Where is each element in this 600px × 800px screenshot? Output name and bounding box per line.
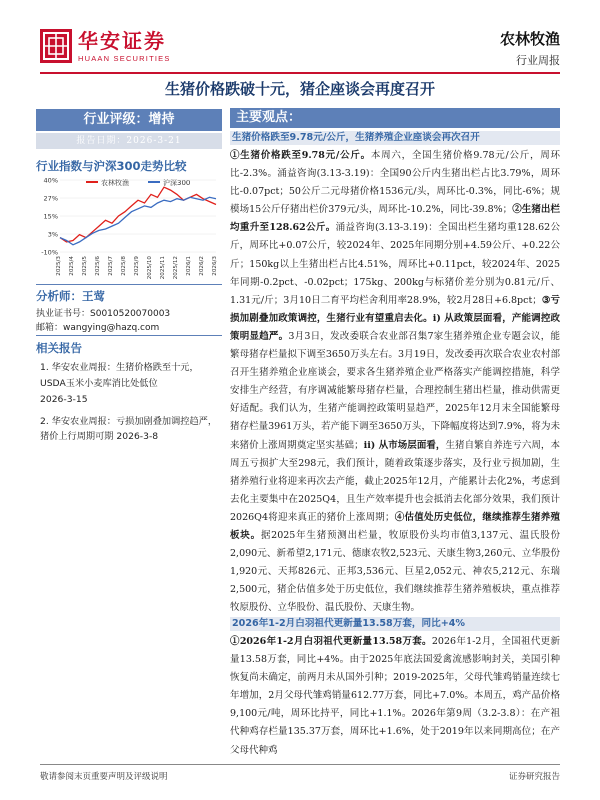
y-tick-label: -10% <box>41 248 58 257</box>
analyst-name: 分析师：王莺 <box>36 289 105 303</box>
hog-paragraph-highlight: ①生猪价格跌至9.78元/公斤。 <box>230 150 371 161</box>
related-report-item[interactable]: 2. 华安农业周报：亏损加剧叠加调控趋严，猪价上行周期可期 2026-3-8 <box>40 415 218 442</box>
footer-disclaimer: 敬请参阅末页重要声明及评级说明 <box>40 772 168 782</box>
legend-label: 沪深300 <box>163 179 191 187</box>
x-tick-label: 2025/5 <box>82 256 88 276</box>
y-tick-label: 15% <box>43 212 58 221</box>
hog-paragraph-text: 3月3日，发改委联合农业部召集7家生猪养殖企业专题会议，能繁母猪存栏量拟下调至3650万头左右。3月19日，发改委再次联合农业农村部召开生猪养殖企业座谈会，要求各生猪养殖企业严格落实产能调控措施，科学安排生产经营，有序调减能繁母猪存栏量，合理控制生猪出栏量，推动供需更好适配。我们认为，生猪产能调控政策明显趋严，2025年12月末全国能繁母猪存栏量3961万头，若产能下调至3650万头，下降幅度将达到7.9%，将为未来猪价上涨周期奠定坚实基础； <box>230 330 560 451</box>
analyst-email: 邮箱：wangying@hazq.com <box>36 323 160 333</box>
related-report-item[interactable]: 1. 华安农业周报：生猪价格跌至十元，USDA玉米小麦库消比处低位 <box>40 362 199 389</box>
hog-paragraph-highlight: ②生猪出栏均重升至128.62公斤。 <box>230 204 560 234</box>
footer-divider <box>40 764 560 765</box>
logo-emblem-icon <box>40 29 72 63</box>
company-logo <box>40 24 190 68</box>
x-tick-label: 2025/7 <box>108 256 114 276</box>
section-heading-hog: 生猪价格跌至9.78元/公斤，生猪养殖企业座谈会再次召开 <box>230 131 560 145</box>
y-tick-label: 27% <box>43 194 58 203</box>
hog-paragraph-text: 生猪自繁自养连亏六周，本周五亏损扩大至298元，我们预计，随着政策逐步落实，及行业亏损加剧，生猪养殖行业将迎来再次去产能，截止2025年12月，产能累计去化2%，考虑到去化主要集中在2025Q4，且生产效率提升也会抵消去化部分效果，我们预计2026Q4将迎来真正的猪价上涨周期； <box>230 439 560 523</box>
main-points-title: 主要观点： <box>230 108 560 128</box>
hog-analysis-paragraph <box>230 147 560 617</box>
x-tick-label: 2025/8 <box>121 256 127 276</box>
series-line-沪深300 <box>60 197 216 245</box>
report-title: 生猪价格跌破十元，猪企座谈会再度召开 <box>164 80 435 98</box>
report-date-label: 报告日期： <box>76 136 127 146</box>
header-divider <box>40 72 560 74</box>
hog-paragraph-text: 本周六，全国生猪价格9.78元/公斤，周环比-2.3%。涌益咨询(3.13-3.19)：全国90公斤内生猪出栏占比3.79%，周环比-0.07pct；50公斤二元母猪价格1536元/头，周环比-0.3%，同比-6%；规模场15公斤仔猪出栏价379元/头，周环比-10.2%，同比-39.8%； <box>230 150 560 216</box>
sidebar-divider <box>36 284 222 285</box>
hog-paragraph-highlight: ii) 从市场层面看， <box>363 439 446 451</box>
legend-label: 农林牧渔 <box>101 179 129 187</box>
index-comparison-chart <box>36 176 222 286</box>
x-tick-label: 2025/9 <box>134 256 140 276</box>
industry-rating: 行业评级：增持 <box>36 109 222 131</box>
hog-paragraph-highlight: ③亏损加剧叠加政策调控，生猪行业有望重启去化。i) 从政策层面看，产能调控政策明显趋严。 <box>230 294 560 342</box>
hog-paragraph-highlight: ④估值处历史低位，继续推荐生猪养殖板块。 <box>230 511 560 541</box>
x-tick-label: 2025/4 <box>69 256 75 276</box>
hog-paragraph-text: 据2025年生猪预测出栏量，牧原股份头均市值3,137元、温氏股份2,090元、新希望2,171元、德康农牧2,523元、天康生物3,260元、立华股份1,920元、天邦826元、正邦3,536元、巨星2,052元、神农5,212元、东瑞2,500元，猪企估值多处于历史低位，我们继续推荐生猪养殖板块，重点推荐牧原股份、立华股份、温氏股份、天康生物。 <box>230 529 560 614</box>
x-tick-label: 2025/6 <box>95 256 101 276</box>
x-tick-label: 2025/12 <box>173 256 179 280</box>
report-date-value: 2026-3-21 <box>126 136 182 146</box>
related-reports-title: 相关报告 <box>36 341 82 355</box>
broiler-paragraph-highlight: ①2026年1-2月白羽祖代更新量13.58万套。 <box>230 636 432 647</box>
broiler-analysis-paragraph <box>230 633 560 760</box>
footer-report-label: 证券研究报告 <box>508 772 560 782</box>
related-reports-list <box>40 360 222 446</box>
chart-title: 行业指数与沪深300走势比较 <box>36 159 187 173</box>
industry-name: 农林牧渔 <box>499 30 560 48</box>
y-tick-label: 40% <box>43 176 58 185</box>
logo-english: HUAAN SECURITIES <box>78 53 171 63</box>
hog-paragraph-text: 涌益咨询(3.13-3.19)：全国出栏生猪均重128.62公斤，周环比+0.07公斤，较2024年、2025年同期分别+4.59公斤、+0.22公斤；150kg以上生猪出栏占比4.51%，周环比+0.11pct，较2024年、2025年同期-0.2pct、-0.02pct；175kg、200kg与标猪价差分别为0.81元/斤、1.31元/斤；3月10日二育平均栏舍利用率28.9%，较2月28日+6.8pct； <box>230 222 561 306</box>
y-tick-label: 3% <box>47 230 58 239</box>
report-date <box>36 133 222 149</box>
x-tick-label: 2025/11 <box>160 256 166 280</box>
broiler-paragraph-text: 2026年1-2月，全国祖代更新量13.58万套，同比+4%。由于2025年底法国爱禽流感影响封关，美国引种恢复尚未确定，前两月未从国外引种；2019-2025年，父母代雏鸡销量连续七年增加，2月父母代雏鸡销量612.77万套，同比+7.0%。本周五，鸡产品价格9,100元/吨，周环比持平，同比+1.1%。2026年第9周（3.2-3.8）：在产祖代种鸡存栏量135.37万套，周环比+1.6%，处于2019年以来同期高位；在产父母代种鸡 <box>230 636 560 756</box>
report-type: 行业周报 <box>516 54 560 67</box>
logo-chinese: 华安证券 <box>78 28 166 53</box>
x-tick-label: 2026/2 <box>199 256 205 276</box>
series-line-农林牧渔 <box>60 187 216 242</box>
section-heading-broiler: 2026年1-2月白羽祖代更新量13.58万套，同比+4% <box>230 617 560 631</box>
related-report-date: 2026-3-15 <box>40 394 88 405</box>
analyst-license: 执业证书号：S0010520070003 <box>36 309 171 319</box>
sidebar-divider <box>36 335 222 336</box>
x-tick-label: 2026/3 <box>212 256 218 276</box>
x-tick-label: 2026/1 <box>186 256 192 276</box>
x-tick-label: 2025/10 <box>147 256 153 280</box>
x-tick-label: 2025/3 <box>56 256 62 276</box>
